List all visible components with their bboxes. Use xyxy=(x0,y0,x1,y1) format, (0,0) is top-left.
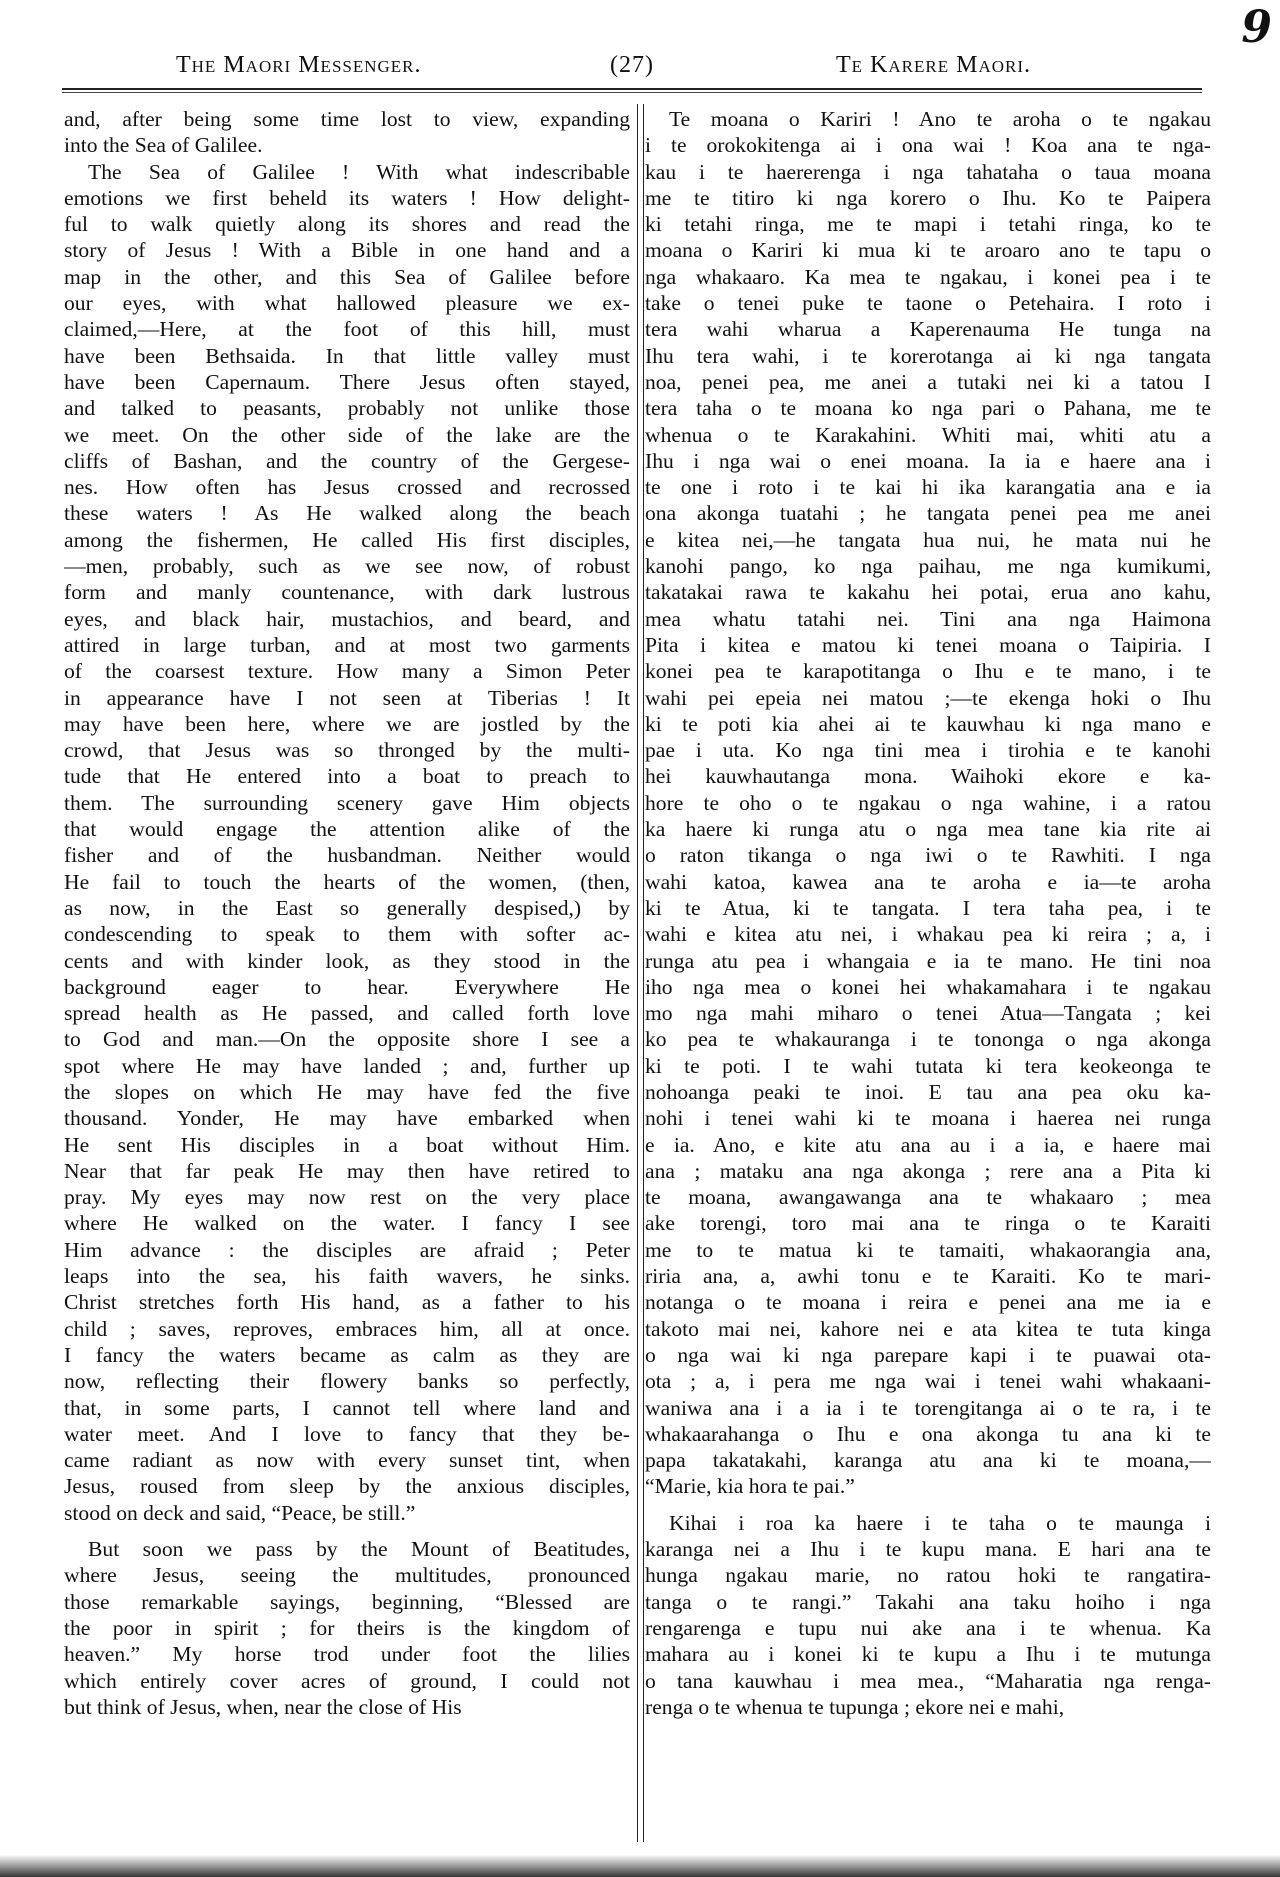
text-line: tera taha o te moana ko nga pari o Pahana, me te xyxy=(645,396,1211,421)
text-line: ona akonga tuatahi ; he tangata penei pea me anei xyxy=(645,501,1211,526)
column-divider xyxy=(637,104,644,1842)
text-line: takatakai rawa te kakahu hei potai, erua ano kahu, xyxy=(645,580,1211,605)
text-line: Christ stretches forth His hand, as a father to his xyxy=(64,1290,630,1315)
text-line: attired in large turban, and at most two garments xyxy=(64,632,630,657)
text-line: ki te Atua, ki te tangata. I tera taha pea, i te xyxy=(645,895,1211,920)
text-line: have been Bethsaida. In that little valley must xyxy=(64,343,630,368)
text-line: take o tenei puke te taone o Petehaira. I roto i xyxy=(645,291,1211,316)
header-rule-thin xyxy=(62,92,1202,93)
text-line: eyes, and black hair, mustachios, and beard, and xyxy=(64,606,630,631)
text-line: in appearance have I not seen at Tiberias ! It xyxy=(64,685,630,710)
text-line: ki te poti kia ahei ai te kauwhau ki nga mano e xyxy=(645,711,1211,736)
text-line: crowd, that Jesus was so thronged by the multi- xyxy=(64,738,630,763)
text-line: tude that He entered into a boat to preach to xyxy=(64,764,630,789)
text-line: hore te oho o te ngakau o nga wahine, i a ratou xyxy=(645,790,1211,815)
text-line: ota ; a, i pera me nga wai i tenei wahi whakaani- xyxy=(645,1369,1211,1394)
text-line: them. The surrounding scenery gave Him objects xyxy=(64,790,630,815)
text-line: te moana, awangawanga ana te whakaaro ; mea xyxy=(645,1185,1211,1210)
text-line: Ihu i nga wai o enei moana. Ia ia e haere ana i xyxy=(645,448,1211,473)
text-line: condescending to speak to them with softer ac- xyxy=(64,922,630,947)
text-line: cents and with kinder look, as they stood in the xyxy=(64,948,630,973)
text-line: fisher and of the husbandman. Neither would xyxy=(64,843,630,868)
text-line: the slopes on which He may have fed the five xyxy=(64,1079,630,1104)
text-line: have been Capernaum. There Jesus often stayed, xyxy=(64,369,630,394)
text-line: Pita i kitea e matou ki tenei moana o Taipiria. I xyxy=(645,632,1211,657)
text-line: kau i te haererenga i nga tahataha o taua moana xyxy=(645,159,1211,184)
page-edge-shadow xyxy=(0,1845,1280,1877)
text-line: Him advance : the disciples are afraid ; Peter xyxy=(64,1237,630,1262)
text-line: came radiant as now with every sunset tint, when xyxy=(64,1448,630,1473)
text-line: pae i uta. Ko nga tini mea i tirohia e te kanohi xyxy=(645,738,1211,763)
text-line: mahara au i konei ki te kupu a Ihu i te mutunga xyxy=(645,1642,1211,1667)
text-line: He sent His disciples in a boat without Him. xyxy=(64,1132,630,1157)
text-line: tera wahi wharua a Kaperenauma He tunga na xyxy=(645,317,1211,342)
text-line: “Marie, kia hora te pai.” xyxy=(645,1474,855,1499)
text-line: pray. My eyes may now rest on the very place xyxy=(64,1185,630,1210)
text-line: where He walked on the water. I fancy I see xyxy=(64,1211,630,1236)
text-line: now, reflecting their flowery banks so perfectly, xyxy=(64,1369,630,1394)
text-line: e kitea nei,—he tangata hua nui, he mata nui he xyxy=(645,527,1211,552)
text-line: iho nga mea o konei hei whakamahara i te ngakau xyxy=(645,974,1211,999)
text-line: —men, probably, such as we see now, of robust xyxy=(64,554,630,579)
text-line: to God and man.—On the opposite shore I see a xyxy=(64,1027,630,1052)
text-line: story of Jesus ! With a Bible in one hand and a xyxy=(64,238,630,263)
text-line: spread health as He passed, and called forth love xyxy=(64,1001,630,1026)
text-line: I fancy the waters became as calm as they are xyxy=(64,1342,630,1367)
text-line: wahi pei epeia nei matou ;—te ekenga hoki o Ihu xyxy=(645,685,1211,710)
text-line: te one i roto i te kai hi ika karangatia ana e ia xyxy=(645,475,1211,500)
text-line: of the coarsest texture. How many a Simon Peter xyxy=(64,659,630,684)
text-line: Ihu tera wahi, i te korerotanga ai ki nga tangata xyxy=(645,343,1211,368)
text-line: Te moana o Kariri ! Ano te aroha o te ngakau xyxy=(669,107,1211,131)
text-line: child ; saves, reproves, embraces him, all at once. xyxy=(64,1316,630,1341)
right-title: Te Karere Maori. xyxy=(836,52,1031,78)
text-line: thousand. Yonder, He may have embarked when xyxy=(64,1106,630,1131)
text-line: karanga nei a Ihu i te kupu mana. E hari ana te xyxy=(645,1537,1211,1562)
text-line: ful to walk quietly along its shores and read the xyxy=(64,212,630,237)
text-line: wahi katoa, kawea ana te aroha e ia—te aroha xyxy=(645,869,1211,894)
left-title: The Maori Messenger. xyxy=(176,52,422,78)
text-line: noa, penei pea, me anei a tutaki nei ki a tatou I xyxy=(645,369,1211,394)
page-mark: 9 xyxy=(1241,2,1272,53)
paragraph-gap xyxy=(645,1500,1211,1510)
text-line: me te titiro ki nga korero o Ihu. Ko te Paipera xyxy=(645,185,1211,210)
text-line: nes. How often has Jesus crossed and recrossed xyxy=(64,475,630,500)
text-line: mea whatu tatahi nei. Tini ana nga Haimona xyxy=(645,606,1211,631)
text-line: and talked to peasants, probably not unlike those xyxy=(64,396,630,421)
text-line: waniwa ana i a ia i te torengitanga ai o te ra, i te xyxy=(645,1395,1211,1420)
text-line: which entirely cover acres of ground, I could not xyxy=(64,1668,630,1693)
text-line: spot where He may have landed ; and, further up xyxy=(64,1053,630,1078)
text-line: map in the other, and this Sea of Galilee before xyxy=(64,264,630,289)
text-line: whenua o te Karakahini. Whiti mai, whiti atu a xyxy=(645,422,1211,447)
text-line: o nga wai ki nga parepare kapi i te puawai ota- xyxy=(645,1342,1211,1367)
text-line: rengarenga e tupu nui ake ana i te whenua. Ka xyxy=(645,1615,1211,1640)
text-line: nga whakaaro. Ka mea te ngakau, i konei pea i te xyxy=(645,264,1211,289)
text-line: the poor in spirit ; for theirs is the kingdom of xyxy=(64,1615,630,1640)
text-line: nohi i tenei wahi ki te moana i haerea nei runga xyxy=(645,1106,1211,1131)
header-rule xyxy=(62,88,1202,90)
text-line: kanohi pango, ko nga paihau, me nga kumikumi, xyxy=(645,554,1211,579)
text-line: me to te matua ki te tamaiti, whakaorangia ana, xyxy=(645,1237,1211,1262)
text-line: ana ; mataku ana nga akonga ; rere ana a Pita ki xyxy=(645,1158,1211,1183)
text-line: tanga o te rangi.” Takahi ana taku hoiho i nga xyxy=(645,1589,1211,1614)
text-line: but think of Jesus, when, near the close of His xyxy=(64,1694,462,1719)
text-line: as now, in the East so generally despised,) by xyxy=(64,895,630,920)
text-line: renga o te whenua te tupunga ; ekore nei e mahi, xyxy=(645,1694,1065,1719)
text-line: whakaarahanga o Ihu e ona akonga tu ana ki te xyxy=(645,1421,1211,1446)
text-line: ki tetahi ringa, me te mapi i tetahi ringa, ko te xyxy=(645,212,1211,237)
text-line: heaven.” My horse trod under foot the lilies xyxy=(64,1642,630,1667)
text-line: hei kauwhautanga mona. Waihoki ekore e ka- xyxy=(645,764,1211,789)
maori-column xyxy=(645,106,1211,1720)
text-line: water meet. And I love to fancy that they be- xyxy=(64,1421,630,1446)
text-line: Jesus, roused from sleep by the anxious disciples, xyxy=(64,1474,630,1499)
text-line: i te orokokitenga ai i ona wai ! Koa ana te nga- xyxy=(645,133,1211,158)
text-line: stood on deck and said, “Peace, be still.” xyxy=(64,1500,416,1525)
text-line: form and manly countenance, with dark lustrous xyxy=(64,580,630,605)
text-line: notanga o te moana i reira e penei ana me ia e xyxy=(645,1290,1211,1315)
paragraph-gap xyxy=(64,1526,630,1536)
text-line: emotions we first beheld its waters ! How delight- xyxy=(64,185,630,210)
text-line: riria ana, a, awhi tonu e te Karaiti. Ko te mari- xyxy=(645,1264,1211,1289)
text-line: our eyes, with what hallowed pleasure we ex- xyxy=(64,291,630,316)
text-line: nohoanga peaki te inoi. E tau ana pea oku ka- xyxy=(645,1079,1211,1104)
text-line: we meet. On the other side of the lake are the xyxy=(64,422,630,447)
text-line: e ia. Ano, e kite atu ana au i a ia, e haere mai xyxy=(645,1132,1211,1157)
text-line: may have been here, where we are jostled by the xyxy=(64,711,630,736)
text-line: those remarkable sayings, beginning, “Blessed are xyxy=(64,1589,630,1614)
text-line: where Jesus, seeing the multitudes, pronounced xyxy=(64,1563,630,1588)
text-line: among the fishermen, He called His first disciples, xyxy=(64,527,630,552)
text-line: papa takatakahi, karanga atu ana ki te moana,— xyxy=(645,1448,1211,1473)
text-line: Kihai i roa ka haere i te taha o te maunga i xyxy=(669,1510,1211,1535)
text-line: o raton tikanga o nga iwi o te Rawhiti. I nga xyxy=(645,843,1211,868)
text-line: ki te poti. I te wahi tutata ki tera keokeonga te xyxy=(645,1053,1211,1078)
english-column xyxy=(64,106,630,1720)
text-line: runga atu pea i whangaia e ia te mano. He tini noa xyxy=(645,948,1211,973)
text-line: moana o Kariri ki mua ki te aroaro ano te tapu o xyxy=(645,238,1211,263)
text-line: claimed,—Here, at the foot of this hill, must xyxy=(64,317,630,342)
text-line: o tana kauwhau i mea mea., “Maharatia nga renga- xyxy=(645,1668,1211,1693)
text-line: takoto mai nei, kahore nei e ata kitea te tuta kinga xyxy=(645,1316,1211,1341)
page-number: (27) xyxy=(610,52,654,78)
text-line: mo nga mahi miharo o tenei Atua—Tangata ; kei xyxy=(645,1001,1211,1026)
text-line: these waters ! As He walked along the beach xyxy=(64,501,630,526)
running-head xyxy=(0,52,1280,82)
text-line: leaps into the sea, his faith wavers, he sinks. xyxy=(64,1264,630,1289)
text-line: Near that far peak He may then have retired to xyxy=(64,1158,630,1183)
text-line: The Sea of Galilee ! With what indescribable xyxy=(88,159,630,184)
text-line: into the Sea of Galilee. xyxy=(64,133,263,158)
text-line: ko pea te whakauranga i te tononga o nga akonga xyxy=(645,1027,1211,1052)
text-line: that would engage the attention alike of the xyxy=(64,817,630,842)
text-line: He fail to touch the hearts of the women, (then, xyxy=(64,869,630,894)
text-line: and, after being some time lost to view, expanding xyxy=(64,107,630,131)
text-line: hunga ngakau marie, no ratou hoki te rangatira- xyxy=(645,1563,1211,1588)
text-line: konei pea te karapotitanga o Ihu e te mano, i te xyxy=(645,659,1211,684)
text-line: cliffs of Bashan, and the country of the Gergese- xyxy=(64,448,630,473)
text-line: ake torengi, toro mai ana te ringa o te Karaiti xyxy=(645,1211,1211,1236)
text-line: ka haere ki runga atu o nga mea tane kia rite ai xyxy=(645,817,1211,842)
text-line: that, in some parts, I cannot tell where land and xyxy=(64,1395,630,1420)
text-line: But soon we pass by the Mount of Beatitudes, xyxy=(88,1537,630,1562)
text-line: background eager to hear. Everywhere He xyxy=(64,974,630,999)
text-line: wahi e kitea atu nei, i whakau pea ki reira ; a, i xyxy=(645,922,1211,947)
